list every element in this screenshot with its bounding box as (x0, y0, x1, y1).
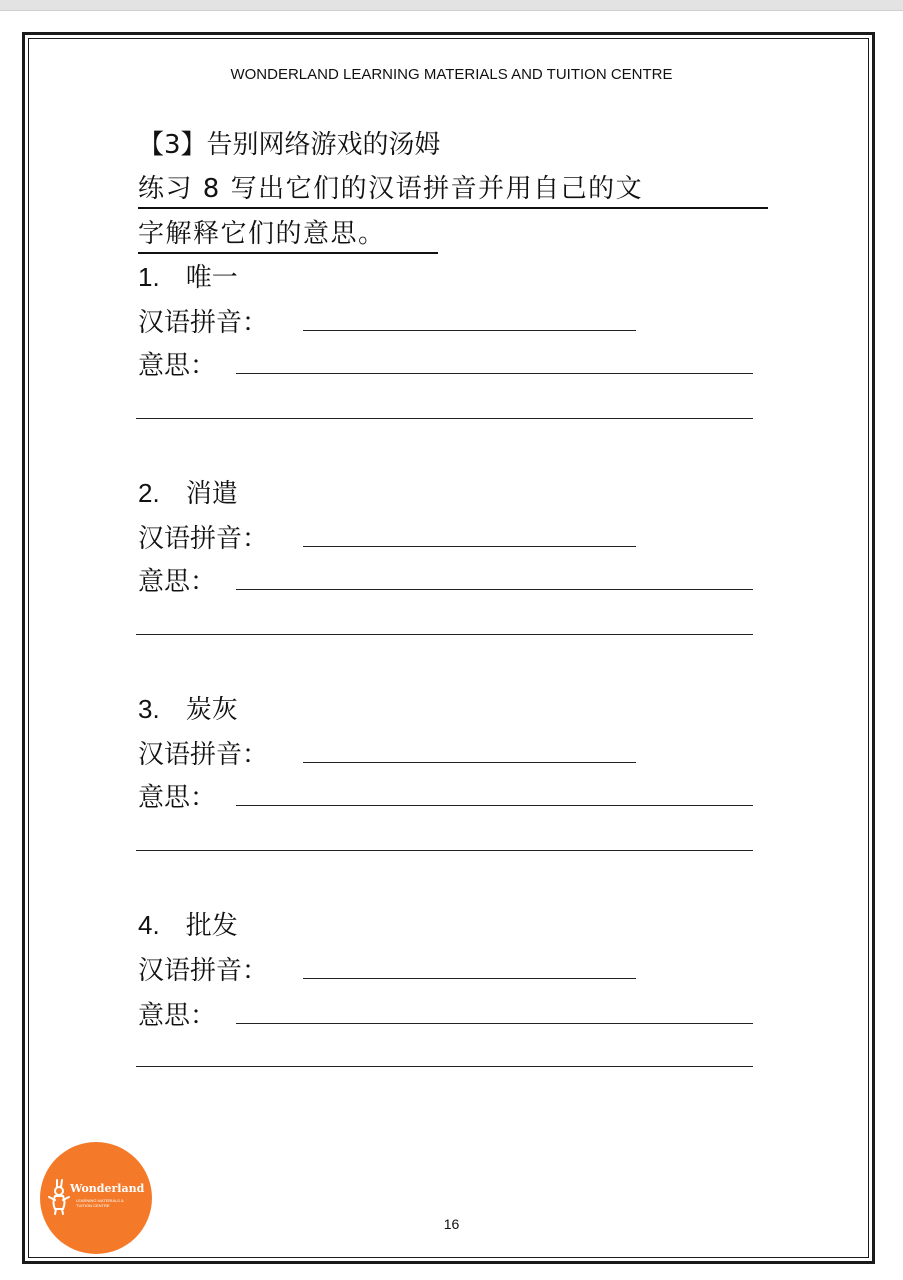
pinyin-label: 汉语拼音： (138, 956, 269, 986)
exercise-instruction-line-2: 字解释它们的意思。 (138, 213, 438, 254)
pinyin-answer-line[interactable] (303, 546, 636, 547)
mascot-icon (46, 1176, 72, 1216)
item-number: 1. (138, 262, 160, 292)
lesson-title: 【3】告别网络游戏的汤姆 (138, 130, 441, 160)
exercise-instruction-line-1: 练习 8 写出它们的汉语拼音并用自己的文 (138, 168, 768, 209)
meaning-answer-line-2[interactable] (136, 634, 753, 635)
logo-name: Wonderland (70, 1182, 145, 1195)
pinyin-answer-line[interactable] (303, 978, 636, 979)
logo-tagline-2: TUITION CENTRE (76, 1203, 110, 1208)
meaning-label: 意思： (138, 1001, 217, 1031)
vocab-item-2 (138, 473, 238, 510)
vocab-item-1 (138, 257, 238, 294)
vocab-word: 消遣 (185, 479, 238, 509)
pinyin-label: 汉语拼音： (138, 524, 269, 554)
page-number: 16 (443, 1216, 460, 1232)
meaning-answer-line-2[interactable] (136, 418, 753, 419)
pinyin-answer-line[interactable] (303, 762, 636, 763)
meaning-answer-line[interactable] (236, 373, 753, 374)
pinyin-label: 汉语拼音： (138, 740, 269, 770)
wonderland-logo (40, 1142, 152, 1254)
meaning-label: 意思： (138, 783, 217, 813)
vocab-word: 炭灰 (185, 695, 238, 725)
meaning-answer-line[interactable] (236, 589, 753, 590)
pinyin-label: 汉语拼音： (138, 308, 269, 338)
meaning-label: 意思： (138, 351, 217, 381)
vocab-item-3 (138, 689, 238, 726)
top-bar (0, 0, 903, 11)
vocab-word: 唯一 (185, 263, 238, 293)
meaning-answer-line[interactable] (236, 805, 753, 806)
meaning-answer-line[interactable] (236, 1023, 753, 1024)
centre-header: WONDERLAND LEARNING MATERIALS AND TUITION CENTRE (230, 66, 673, 83)
logo-tagline-1: LEARNING MATERIALS & (76, 1198, 124, 1203)
pinyin-answer-line[interactable] (303, 330, 636, 331)
meaning-label: 意思： (138, 567, 217, 597)
item-number: 4. (138, 910, 160, 940)
vocab-item-4 (138, 905, 238, 942)
item-number: 2. (138, 478, 160, 508)
meaning-answer-line-2[interactable] (136, 850, 753, 851)
vocab-word: 批发 (185, 911, 238, 941)
item-number: 3. (138, 694, 160, 724)
logo-tagline (76, 1198, 124, 1208)
meaning-answer-line-2[interactable] (136, 1066, 753, 1067)
